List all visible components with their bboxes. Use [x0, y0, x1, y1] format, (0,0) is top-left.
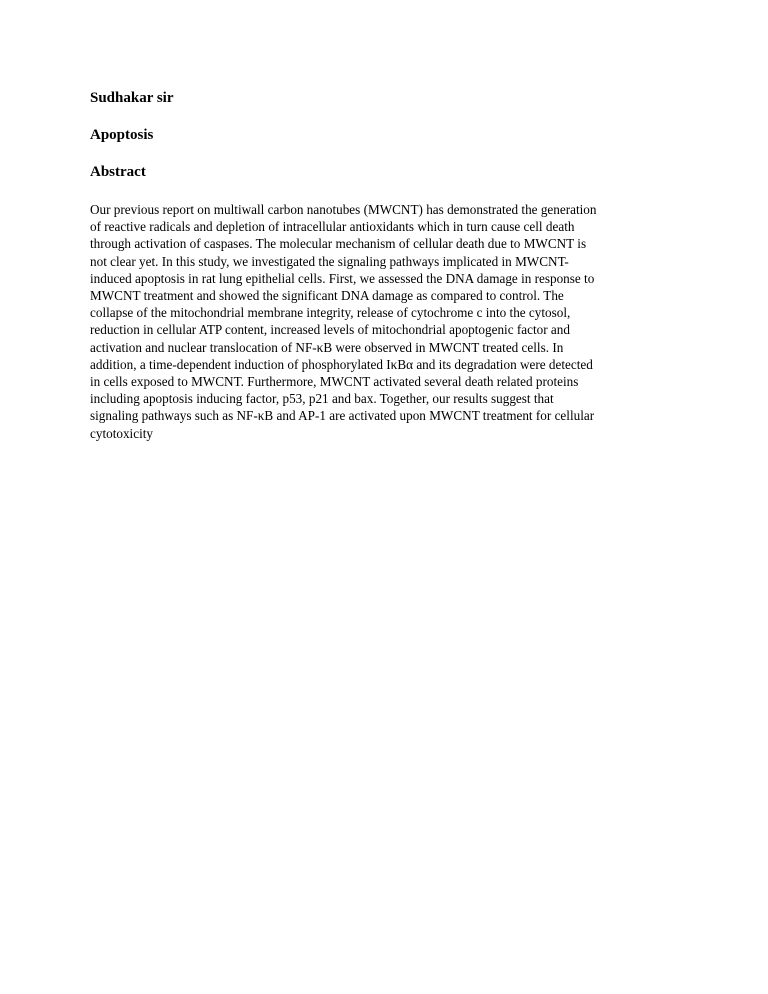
abstract-heading: Abstract [90, 164, 146, 180]
abstract-line: addition, a time-dependent induction of phosphorylated IκBα and its degradation were detected [90, 356, 593, 372]
abstract-line: collapse of the mitochondrial membrane integrity, release of cytochrome c into the cytosol, [90, 305, 571, 321]
abstract-line: not clear yet. In this study, we investigated the signaling pathways implicated in MWCNT- [90, 253, 569, 269]
abstract-line: cytotoxicity [90, 425, 153, 441]
abstract-line: in cells exposed to MWCNT. Furthermore, MWCNT activated several death related proteins [90, 374, 579, 390]
abstract-line: including apoptosis inducing factor, p53, p21 and bax. Together, our results suggest that [90, 391, 554, 407]
abstract-paragraph [90, 201, 680, 442]
abstract-line: activation and nuclear translocation of NF-κB were observed in MWCNT treated cells. In [90, 339, 564, 355]
author-heading: Sudhakar sir [90, 90, 174, 106]
abstract-line: induced apoptosis in rat lung epithelial cells. First, we assessed the DNA damage in response to [90, 270, 595, 286]
abstract-line: MWCNT treatment and showed the significant DNA damage as compared to control. The [90, 288, 564, 304]
abstract-line: through activation of caspases. The molecular mechanism of cellular death due to MWCNT is [90, 236, 587, 252]
document-content [90, 88, 680, 442]
abstract-line: of reactive radicals and depletion of intracellular antioxidants which in turn cause cell death [90, 219, 575, 235]
abstract-line: reduction in cellular ATP content, increased levels of mitochondrial apoptogenic factor and [90, 322, 570, 338]
abstract-line: signaling pathways such as NF-κB and AP-1 are activated upon MWCNT treatment for cellular [90, 408, 595, 424]
abstract-line: Our previous report on multiwall carbon nanotubes (MWCNT) has demonstrated the generation [90, 202, 597, 217]
topic-heading: Apoptosis [90, 127, 154, 143]
